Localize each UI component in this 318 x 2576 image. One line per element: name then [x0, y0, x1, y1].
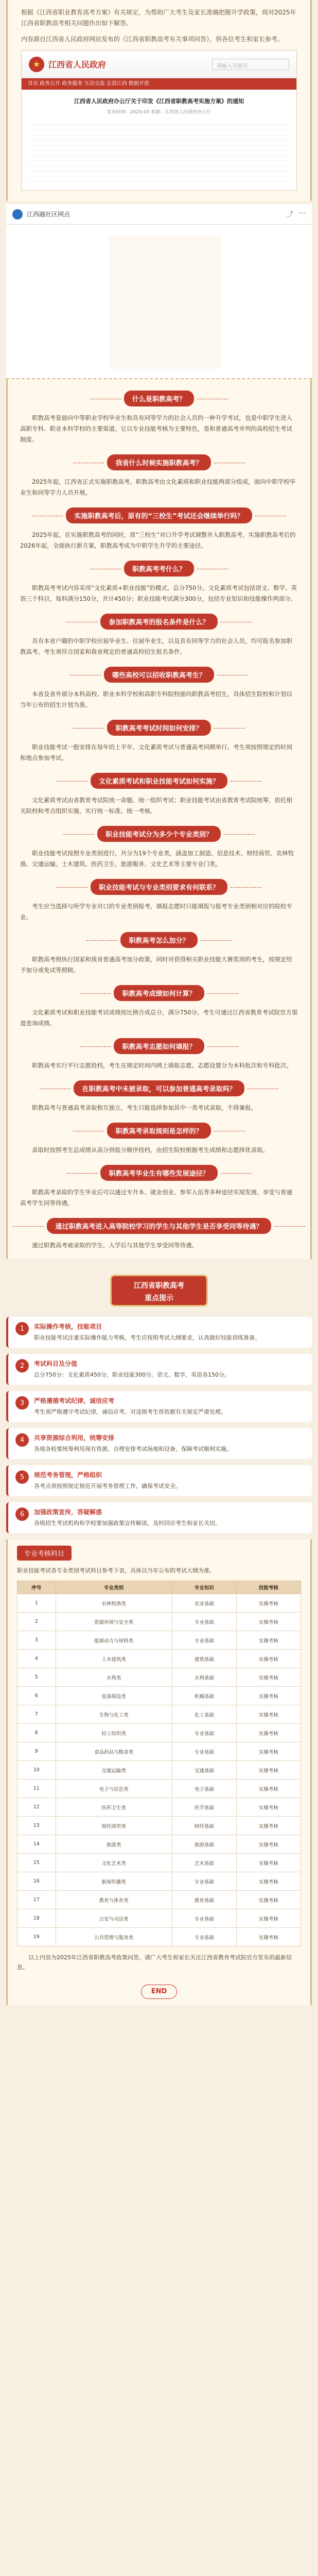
gov-search-input[interactable]: 请输入关键词: [212, 59, 289, 70]
table-cell: 教育与体育类: [56, 1891, 172, 1909]
answer-paragraph: 文化素质考试由省教育考试院统一命题、统一组织考试；职业技能考试由省教育考试院统筹，依托相关院校和考点组织实施，实行统一标准、统一考核。: [20, 796, 292, 815]
qa-section: [6, 379, 312, 1259]
tip-number-badge: 5: [15, 1470, 29, 1484]
key-tips-banner: [110, 1275, 208, 1307]
table-cell: 9: [17, 1742, 56, 1761]
table-row: [17, 1705, 301, 1724]
intro-section: [6, 0, 312, 201]
table-cell: 专业基础: [172, 1724, 236, 1742]
gov-doc-title: 江西省人民政府办公厅关于印发《江西省职教高考实施方案》的通知: [74, 98, 244, 105]
table-cell: 食品药品与粮食类: [56, 1742, 172, 1761]
answer-paragraph: 2025年起，江西省正式实施职教高考，职教高考由文化素质和职业技能两部分组成，面向中职学校毕业生和同等学力人员开展。: [20, 478, 296, 496]
table-row: [17, 1631, 301, 1650]
tip-card: [6, 1428, 312, 1459]
answer-paragraph: 职业技能考试一般安排在每年的上半年，文化素质考试与普通高考同期举行。考生须按照规定的时间和地点参加考试。: [20, 743, 292, 761]
question-heading: [20, 507, 298, 523]
table-cell: 农林牧渔类: [56, 1594, 172, 1613]
tip-text: 各考点须按照规定规范开展考务管理工作，确保考试安全。: [34, 1483, 181, 1489]
video-account-bar[interactable]: [6, 204, 312, 225]
account-name[interactable]: 江西融社区网点: [27, 211, 70, 218]
table-cell: 6: [17, 1687, 56, 1705]
table-row: [17, 1724, 301, 1742]
video-actions: [286, 209, 306, 219]
table-cell: 2: [17, 1613, 56, 1631]
table-cell: 14: [17, 1835, 56, 1854]
table-row: [17, 1835, 301, 1854]
question-heading: [20, 1218, 298, 1234]
gov-header: [22, 50, 296, 78]
question-text: 职教高考录取规则是怎样的？: [107, 1123, 210, 1139]
table-cell: 专业基础: [172, 1909, 236, 1928]
table-cell: 13: [17, 1817, 56, 1835]
tip-title: 加强政策宣传，答疑解惑: [34, 1509, 102, 1516]
question-text: 职教高考考试时间如何安排？: [107, 720, 210, 736]
table-cell: 电子与信息类: [56, 1780, 172, 1798]
table-cell: 实操考核: [236, 1668, 301, 1687]
table-cell: 建筑基础: [172, 1650, 236, 1668]
tip-card: [6, 1465, 312, 1496]
tip-number-badge: 3: [15, 1396, 29, 1410]
question-text: 哪些高校可以招收职教高考生？: [104, 667, 214, 683]
answer-paragraph: 职教高考实行平行志愿投档，考生在规定时间内网上填报志愿。志愿设置分为本科批次和专科批次。: [32, 1062, 292, 1069]
question-heading: [20, 1123, 298, 1139]
table-cell: 11: [17, 1780, 56, 1798]
table-header-cell: 专业知识: [172, 1581, 236, 1594]
tip-number-badge: 4: [15, 1433, 29, 1447]
question-heading: [20, 932, 298, 948]
table-cell: 12: [17, 1798, 56, 1817]
tip-body: [34, 1507, 221, 1528]
tip-text: 总分750分：文化素质450分，职业技能300分。语文、数学、英语各150分。: [34, 1371, 230, 1378]
table-cell: 水利类: [56, 1668, 172, 1687]
gov-doc-subtitle: 发布时间：2025-03 来源：江西省人民政府办公厅: [107, 110, 211, 115]
table-cell: 10: [17, 1761, 56, 1780]
answer-paragraph: 职教高考录取的学生毕业后可以通过专升本、就业创业、参军入伍等多种途径实现发展，享受与普通高考学生同等待遇。: [20, 1189, 292, 1207]
table-header-cell: 专业类别: [56, 1581, 172, 1594]
question-heading: [20, 667, 298, 683]
table-row: [17, 1909, 301, 1928]
banner-line-2: 重点提示: [145, 1294, 173, 1302]
question-text: 职教高考考什么？: [124, 561, 194, 577]
table-cell: 新闻传播类: [56, 1872, 172, 1891]
table-cell: 农业基础: [172, 1594, 236, 1613]
question-text: 实施职教高考后，原有的“三校生”考试还会继续举行吗？: [66, 507, 252, 523]
question-heading: [20, 1038, 298, 1054]
tip-text: 各级招生考试机构和学校要加强政策宣传解读，及时回应考生和家长关切。: [34, 1520, 221, 1527]
intro-paragraph-1: 根据《江西省职业教育高考方案》有关规定，为帮助广大考生及家长准确把握升学政策，现对2025年江西省职教高考相关问题作出如下解答。: [21, 9, 296, 27]
question-heading: [20, 391, 298, 406]
table-cell: 实操考核: [236, 1724, 301, 1742]
table-cell: 文化艺术类: [56, 1854, 172, 1872]
question-text: 职教高考志愿如何填报？: [114, 1038, 204, 1054]
table-cell: 专业基础: [172, 1742, 236, 1761]
tip-card: [6, 1317, 312, 1348]
table-cell: 土木建筑类: [56, 1650, 172, 1668]
question-text: 职教高考成绩如何计算？: [114, 985, 204, 1001]
question-heading: [20, 879, 298, 895]
table-cell: 3: [17, 1631, 56, 1650]
table-cell: 实操考核: [236, 1835, 301, 1854]
question-text: 职业技能考试分为多少个专业类别？: [97, 826, 221, 842]
tips-list: [0, 1317, 318, 1533]
table-cell: 医学基础: [172, 1798, 236, 1817]
question-text: 职教高考怎么加分？: [120, 932, 197, 948]
table-row: [17, 1798, 301, 1817]
table-cell: 16: [17, 1872, 56, 1891]
table-cell: 水利基础: [172, 1668, 236, 1687]
question-text: 职业技能考试与专业类别要求有何联系？: [91, 879, 227, 895]
question-heading: [20, 614, 298, 630]
tip-body: [34, 1322, 260, 1343]
answer-paragraph: 通过职教高考被录取的学生，入学后与其他学生享受同等待遇。: [32, 1242, 198, 1249]
table-cell: 轻工纺织类: [56, 1724, 172, 1742]
table-cell: 实操考核: [236, 1780, 301, 1798]
share-icon[interactable]: ⤴: [286, 210, 293, 219]
table-row: [17, 1780, 301, 1798]
video-content: [109, 235, 221, 369]
table-cell: 装备制造类: [56, 1687, 172, 1705]
table-cell: 专业基础: [172, 1872, 236, 1891]
tip-body: [34, 1470, 181, 1491]
table-cell: 1: [17, 1594, 56, 1613]
table-row: [17, 1872, 301, 1891]
tip-number-badge: 6: [15, 1507, 29, 1521]
answer-paragraph: 考生应当选择与所学专业对口的专业类别报考，填报志愿时只能填报与报考专业类别相对应的院校专业。: [20, 903, 292, 921]
table-cell: 17: [17, 1891, 56, 1909]
table-cell: 实操考核: [236, 1650, 301, 1668]
reference-title: 专业考核科目: [17, 1546, 72, 1561]
answer-paragraph: 职教高考考试内容采用“文化素质+职业技能”的模式，总分750分。文化素质考试包括语文、数学、英语三个科目，每科满分150分，共计450分；职业技能考试满分300分，包括专业知识和技能操作两部分。: [20, 584, 297, 602]
table-row: [17, 1891, 301, 1909]
table-cell: 能源动力与材料类: [56, 1631, 172, 1650]
table-cell: 医药卫生类: [56, 1798, 172, 1817]
table-row: [17, 1928, 301, 1946]
tip-number-badge: 2: [15, 1359, 29, 1372]
tip-title: 规范考务管理，严格组织: [34, 1471, 102, 1479]
table-cell: 实操考核: [236, 1891, 301, 1909]
question-heading: [20, 985, 298, 1001]
answer-paragraph: 职教高考与普通高考录取相互独立，考生只能选择参加其中一类考试录取，不得兼报。: [32, 1104, 257, 1111]
tip-body: [34, 1396, 226, 1417]
table-cell: 专业基础: [172, 1613, 236, 1631]
table-cell: 实操考核: [236, 1705, 301, 1724]
table-cell: 实操考核: [236, 1594, 301, 1613]
table-cell: 实操考核: [236, 1631, 301, 1650]
table-cell: 实操考核: [236, 1761, 301, 1780]
banner-line-1: 江西省职教高考: [134, 1282, 184, 1290]
table-cell: 旅游基础: [172, 1835, 236, 1854]
table-cell: 资源环境与安全类: [56, 1613, 172, 1631]
tip-text: 考生须严格遵守考试纪律，诚信应考。对违规考生将依据有关规定严肃处理。: [34, 1409, 226, 1415]
table-cell: 4: [17, 1650, 56, 1668]
table-cell: 财经商贸类: [56, 1817, 172, 1835]
table-cell: 旅游类: [56, 1835, 172, 1854]
table-row: [17, 1594, 301, 1613]
table-cell: 实操考核: [236, 1613, 301, 1631]
question-text: 我省什么时候实施职教高考？: [107, 454, 210, 470]
table-header-row: [17, 1581, 301, 1594]
table-body: [17, 1594, 301, 1946]
table-cell: 7: [17, 1705, 56, 1724]
tip-title: 共享资源综合利用，统筹安排: [34, 1434, 115, 1442]
table-cell: 实操考核: [236, 1817, 301, 1835]
tip-title: 严格遵循考试纪律，诚信应考: [34, 1397, 115, 1404]
table-cell: 实操考核: [236, 1687, 301, 1705]
table-cell: 生物与化工类: [56, 1705, 172, 1724]
table-cell: 8: [17, 1724, 56, 1742]
table-cell: 实操考核: [236, 1798, 301, 1817]
table-cell: 专业基础: [172, 1928, 236, 1946]
tip-text: 职业技能考试注重实际操作能力考核，考生应按照考试大纲要求，认真做好技能训练准备。: [34, 1334, 260, 1341]
tip-number-badge: 1: [15, 1322, 29, 1335]
intro-paragraph-2: 内容源自江西省人民政府网站发布的《江西省职教高考有关事项问答》，供各位考生和家长参考。: [21, 36, 284, 43]
question-text: 通过职教高考进入高等院校学习的学生与其他学生是否享受同等待遇？: [47, 1218, 271, 1234]
more-icon[interactable]: ⋯: [298, 209, 306, 217]
table-row: [17, 1761, 301, 1780]
table-cell: 艺术基础: [172, 1854, 236, 1872]
table-header-cell: 序号: [17, 1581, 56, 1594]
tip-title: 实际操作考核，技能项目: [34, 1323, 102, 1330]
gov-nav-bar[interactable]: 首页 政务公开 政务服务 互动交流 走进江西 数据开放: [22, 78, 296, 90]
tip-body: [34, 1359, 230, 1380]
gov-doc-body: [30, 120, 288, 182]
table-cell: 机械基础: [172, 1687, 236, 1705]
answer-paragraph: 文化素质考试和职业技能考试成绩按比例合成总分，满分750分。考生可通过江西省教育考试院官方渠道查询成绩。: [20, 1009, 298, 1027]
table-cell: 电子基础: [172, 1780, 236, 1798]
tip-card: [6, 1354, 312, 1385]
answer-paragraph: 录取时按照考生总成绩从高分到低分顺序投档，由招生院校根据考生成绩和志愿择优录取。: [32, 1146, 269, 1154]
answer-paragraph: 职业技能考试按照专业类别进行，共分为19个专业类，涵盖加工制造、信息技术、财经商贸、农林牧渔、交通运输、土木建筑、医药卫生、旅游服务、文化艺术等主要专业门类。: [20, 850, 294, 868]
table-cell: 15: [17, 1854, 56, 1872]
question-text: 参加职教高考的报名条件是什么？: [100, 614, 217, 630]
table-cell: 专业基础: [172, 1631, 236, 1650]
table-cell: 5: [17, 1668, 56, 1687]
question-heading: [20, 826, 298, 842]
table-cell: 财经基础: [172, 1817, 236, 1835]
table-row: [17, 1613, 301, 1631]
table-cell: 公安与司法类: [56, 1909, 172, 1928]
end-marker: END: [141, 1985, 177, 1999]
question-heading: [20, 1080, 298, 1096]
question-heading: [20, 773, 298, 789]
table-cell: 化工基础: [172, 1705, 236, 1724]
table-header-cell: 技能考核: [236, 1581, 301, 1594]
table-cell: 18: [17, 1909, 56, 1928]
tip-text: 各地各校要统筹利用现有资源，合理安排考试场地和设备，保障考试顺利实施。: [34, 1446, 232, 1452]
question-heading: [20, 454, 298, 470]
national-emblem-icon: ★: [29, 57, 44, 72]
table-cell: 实操考核: [236, 1872, 301, 1891]
table-cell: 实操考核: [236, 1909, 301, 1928]
table-cell: 公共管理与服务类: [56, 1928, 172, 1946]
table-cell: 19: [17, 1928, 56, 1946]
reference-outro: 以上内容为2025年江西省职教高考政策问答，请广大考生和家长关注江西省教育考试院官方发布的最新信息。: [17, 1954, 292, 1971]
table-cell: 实操考核: [236, 1928, 301, 1946]
answer-paragraph: 职教高考照执行国家和我省普通高考加分政策，同时对获得相关职业技能大赛奖项的考生，按规定给予加分或免试等照顾。: [20, 956, 292, 974]
table-cell: 实操考核: [236, 1742, 301, 1761]
account-logo-icon: [12, 209, 23, 219]
table-row: [17, 1668, 301, 1687]
table-row: [17, 1817, 301, 1835]
answer-paragraph: 职教高考是面向中等职业学校毕业生和具有同等学力的社会人员的一种升学考试，也是中职学生进入高职专科、职业本科学校的主要渠道。它以专业技能考核为主要特色，是和普通高考并列的高校招生考试制度。: [20, 414, 292, 443]
table-cell: 实操考核: [236, 1854, 301, 1872]
tip-card: [6, 1391, 312, 1422]
subjects-table: [17, 1581, 301, 1946]
reference-desc: 职业技能考试各专业类别考试科目参考下表，具体以当年公布的考试大纲为准。: [17, 1567, 215, 1574]
table-row: [17, 1854, 301, 1872]
question-text: 什么是职教高考？: [124, 391, 194, 406]
table-row: [17, 1650, 301, 1668]
table-cell: 交通运输类: [56, 1761, 172, 1780]
gov-site-name: 江西省人民政府: [48, 60, 107, 70]
table-cell: 交通基础: [172, 1761, 236, 1780]
tip-card: [6, 1502, 312, 1533]
question-heading: [20, 561, 298, 577]
question-text: 文化素质考试和职业技能考试如何实施？: [91, 773, 227, 789]
answer-paragraph: 2025年起，在实施职教高考的同时，原“三校生”对口升学考试调整并入职教高考。实施职教高考后的2026年起，全面执行新方案，职教高考成为中职学生升学的主要途径。: [20, 531, 296, 549]
gov-site-screenshot: [21, 50, 297, 191]
video-frame[interactable]: [6, 225, 312, 379]
question-text: 在职教高考中未被录取，可以参加普通高考录取吗？: [74, 1080, 244, 1096]
tip-body: [34, 1433, 232, 1454]
table-row: [17, 1687, 301, 1705]
tip-title: 考试科目及分值: [34, 1360, 78, 1367]
question-heading: [20, 1165, 298, 1181]
table-cell: 教育基础: [172, 1891, 236, 1909]
reference-section: [6, 1539, 312, 2005]
answer-paragraph: 本省及省外部分本科高校、职业本科学校和高职专科院校面向职教高考招生，具体招生院校和计划以当年公布的招生计划为准。: [20, 690, 292, 708]
question-text: 职教高考毕业生有哪些发展途径？: [100, 1165, 217, 1181]
answer-paragraph: 具有本省户籍的中职学校应届毕业生、往届毕业生，以及具有同等学力的社会人员，均可报名参加职教高考。考生须符合国家和我省规定的普通高校招生报名条件。: [20, 637, 292, 655]
table-row: [17, 1742, 301, 1761]
question-heading: [20, 720, 298, 736]
